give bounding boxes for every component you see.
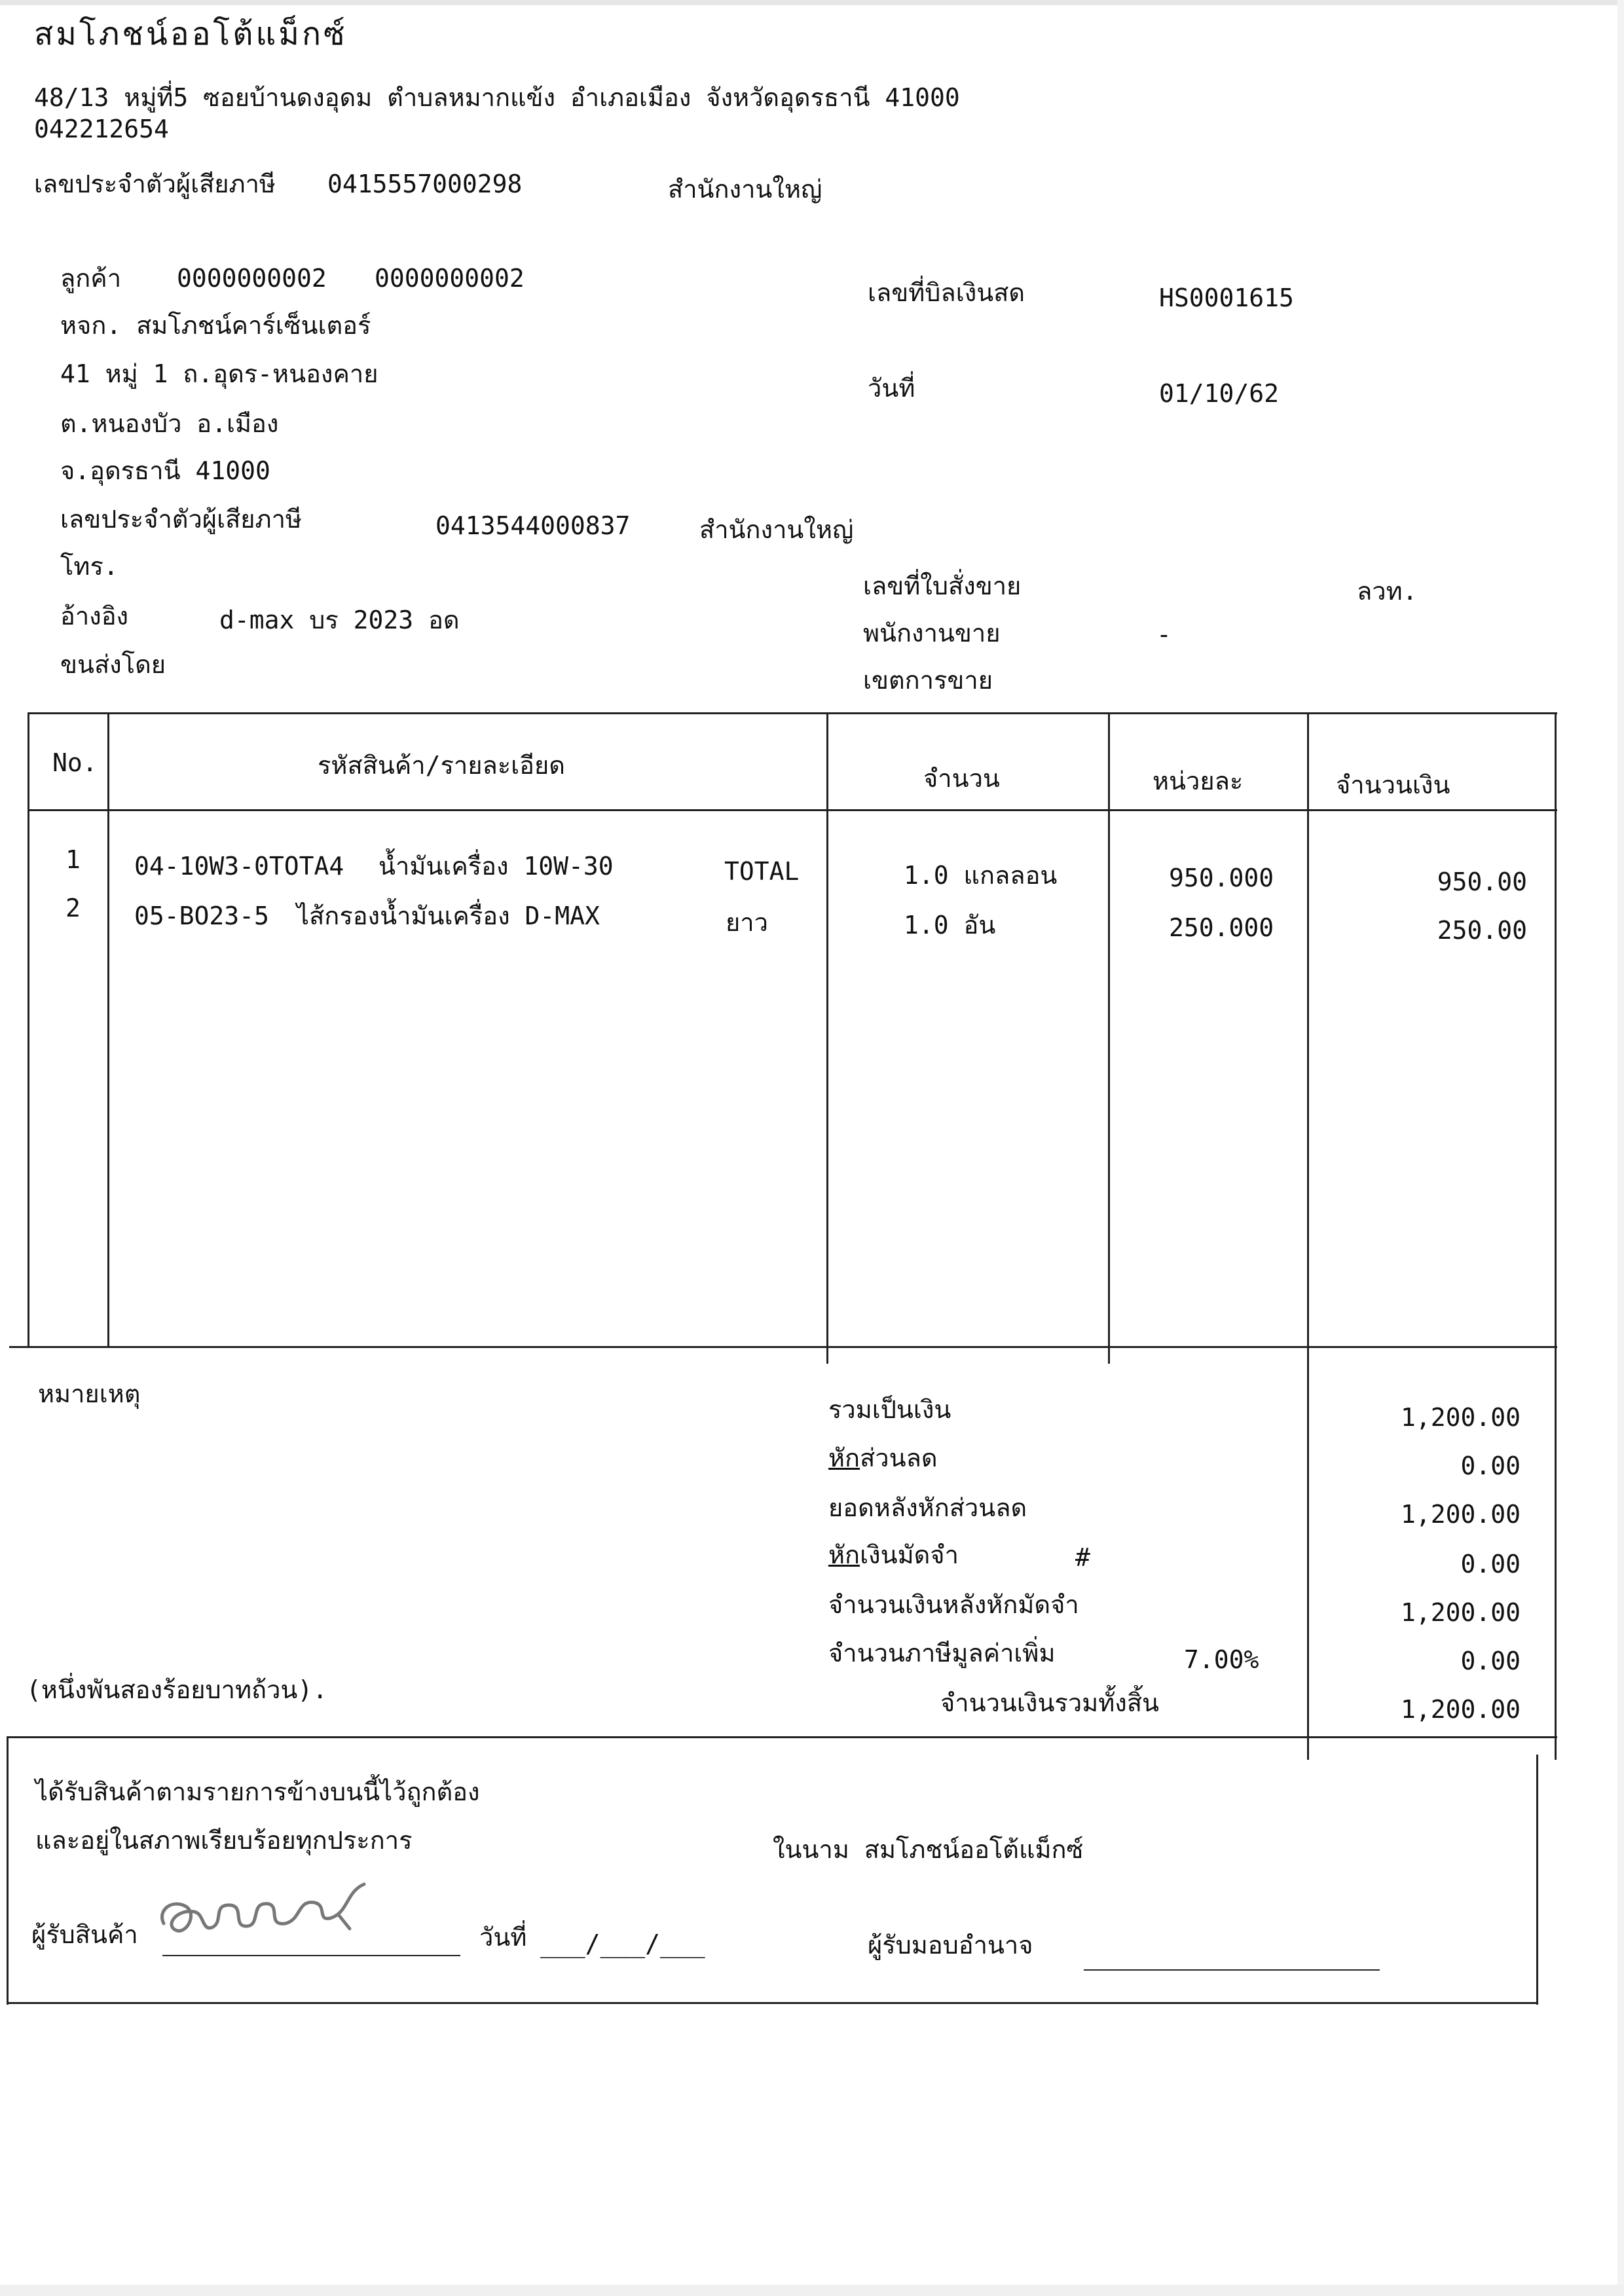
row-1-amount: 950.00 — [1437, 867, 1527, 896]
footer-border-left — [7, 1736, 9, 2005]
table-col-divider-qty — [1108, 712, 1110, 1364]
table-border-top — [28, 712, 1557, 714]
customer-address-2: ต.หนองบัว อ.เมือง — [60, 409, 279, 438]
row-2-quantity: 1.0 อัน — [904, 911, 996, 939]
footer-border-right — [1536, 1755, 1538, 2005]
deposit-label-deduct: หัก — [828, 1540, 860, 1569]
scan-edge-top — [0, 0, 1624, 5]
receive-date-blank: ___/___/___ — [540, 1929, 705, 1958]
bill-number-label: เลขที่บิลเงินสด — [868, 278, 1025, 307]
header-amount: จำนวนเงิน — [1336, 771, 1450, 799]
customer-label: ลูกค้า — [60, 264, 122, 293]
row-2-extra: ยาว — [726, 908, 768, 937]
sales-order-label: เลขที่ใบสั่งขาย — [863, 572, 1022, 600]
row-2-no: 2 — [65, 894, 81, 922]
row-2-unit-price: 250.000 — [1169, 913, 1274, 942]
authorized-label: ผู้รับมอบอำนาจ — [868, 1931, 1033, 1959]
row-2-description: ไส้กรองน้ำมันเครื่อง D-MAX — [297, 902, 600, 930]
customer-phone-label: โทร. — [60, 552, 119, 581]
table-border-left — [28, 712, 29, 1347]
seller-tax-id: 0415557000298 — [327, 170, 523, 198]
table-header-divider — [28, 809, 1557, 811]
row-2-amount: 250.00 — [1437, 916, 1527, 945]
scan-edge-right — [1617, 0, 1624, 2296]
header-no: No. — [52, 748, 98, 777]
header-description: รหัสสินค้า/รายละเอียด — [318, 751, 565, 780]
sales-area-label: เขตการขาย — [863, 666, 993, 695]
after-deposit-label: จำนวนเงินหลังหักมัดจำ — [828, 1590, 1079, 1619]
vat-rate: 7.00% — [1184, 1645, 1259, 1674]
customer-tax-id: 0413544000837 — [435, 511, 631, 540]
summary-border-top — [9, 1346, 1557, 1348]
footer-border-bottom — [7, 2002, 1538, 2004]
scan-edge-bottom — [0, 2285, 1624, 2296]
discount-label — [828, 1446, 938, 1470]
bill-number: HS0001615 — [1159, 283, 1294, 312]
customer-tax-id-label: เลขประจำตัวผู้เสียภาษี — [60, 505, 302, 534]
amount-in-words: (หนึ่งพันสองร้อยบาทถ้วน). — [26, 1675, 328, 1704]
row-1-no: 1 — [65, 845, 81, 874]
table-border-right — [1555, 712, 1557, 1760]
row-2-code: 05-BO23-5 — [134, 902, 269, 930]
row-1-quantity: 1.0 แกลลอน — [904, 861, 1058, 890]
after-discount-label: ยอดหลังหักส่วนลด — [828, 1493, 1027, 1522]
table-col-divider-no — [107, 712, 109, 1347]
bill-date-label: วันที่ — [868, 374, 915, 403]
reference-label: อ้างอิง — [60, 602, 129, 630]
receiver-signature-mark — [152, 1872, 401, 1958]
discount-label-deduct: หัก — [828, 1444, 860, 1472]
deposit-value: 0.00 — [1460, 1550, 1521, 1578]
bill-date: 01/10/62 — [1159, 379, 1280, 408]
seller-name: สมโภชน์ออโต้แม็กซ์ — [34, 16, 348, 52]
after-discount-value: 1,200.00 — [1400, 1500, 1521, 1529]
vat-label: จำนวนภาษีมูลค่าเพิ่ม — [828, 1639, 1056, 1667]
after-deposit-value: 1,200.00 — [1400, 1598, 1521, 1627]
row-1-code: 04-10W3-0TOTA4 — [134, 852, 344, 881]
receive-date-label: วันที่ — [479, 1923, 527, 1952]
deposit-label — [828, 1542, 959, 1567]
deposit-label-text: เงินมัดจำ — [860, 1540, 959, 1569]
sales-order-value: ลวท. — [1357, 577, 1418, 606]
table-col-divider-desc — [826, 712, 828, 1364]
on-behalf-of: ในนาม สมโภชน์ออโต้แม็กซ์ — [773, 1835, 1084, 1864]
customer-name: หจก. สมโภชน์คาร์เซ็นเตอร์ — [60, 311, 371, 340]
summary-border-bottom — [7, 1736, 1557, 1738]
customer-branch: สำนักงานใหญ่ — [699, 515, 854, 544]
salesperson-label: พนักงานขาย — [863, 619, 1001, 647]
receiver-label: ผู้รับสินค้า — [31, 1920, 138, 1949]
seller-tax-id-label: เลขประจำตัวผู้เสียภาษี — [34, 170, 276, 198]
authorized-signature-line — [1084, 1969, 1380, 1971]
received-statement-line-2: และอยู่ในสภาพเรียบร้อยทุกประการ — [35, 1826, 413, 1855]
subtotal-value: 1,200.00 — [1400, 1403, 1521, 1432]
grand-total-label: จำนวนเงินรวมทั้งสิ้น — [940, 1688, 1159, 1717]
row-1-unit-price: 950.000 — [1169, 864, 1274, 892]
customer-address-1: 41 หมู่ 1 ถ.อุดร-หนองคาย — [60, 359, 378, 388]
deposit-marker: # — [1075, 1543, 1090, 1572]
table-col-divider-price — [1307, 712, 1309, 1760]
subtotal-label: รวมเป็นเงิน — [828, 1395, 951, 1424]
row-1-extra: TOTAL — [724, 857, 800, 886]
row-1-description: น้ำมันเครื่อง 10W-30 — [378, 852, 614, 881]
received-statement-line-1: ได้รับสินค้าตามรายการข้างบนนี้ไว้ถูกต้อง — [35, 1777, 480, 1806]
seller-phone: 042212654 — [34, 115, 169, 143]
shipped-by-label: ขนส่งโดย — [60, 650, 166, 679]
discount-label-text: ส่วนลด — [860, 1444, 938, 1472]
header-quantity: จำนวน — [923, 764, 1000, 793]
customer-code-2: 0000000002 — [375, 264, 525, 293]
discount-value: 0.00 — [1460, 1451, 1521, 1480]
header-unit-price: หน่วยละ — [1153, 767, 1244, 795]
seller-branch: สำนักงานใหญ่ — [668, 175, 822, 204]
customer-code-1: 0000000002 — [177, 264, 327, 293]
salesperson-value: - — [1156, 620, 1172, 649]
remark-label: หมายเหตุ — [38, 1379, 141, 1408]
customer-address-3: จ.อุดรธานี 41000 — [60, 456, 270, 485]
grand-total-value: 1,200.00 — [1400, 1695, 1521, 1724]
reference-value: d-max บร 2023 อด — [219, 606, 460, 634]
vat-value: 0.00 — [1460, 1647, 1521, 1675]
seller-address: 48/13 หมู่ที่5 ซอยบ้านดงอุดม ตำบลหมากแข้ง อำเภอเมือง จังหวัดอุดรธานี 41000 — [34, 83, 960, 112]
